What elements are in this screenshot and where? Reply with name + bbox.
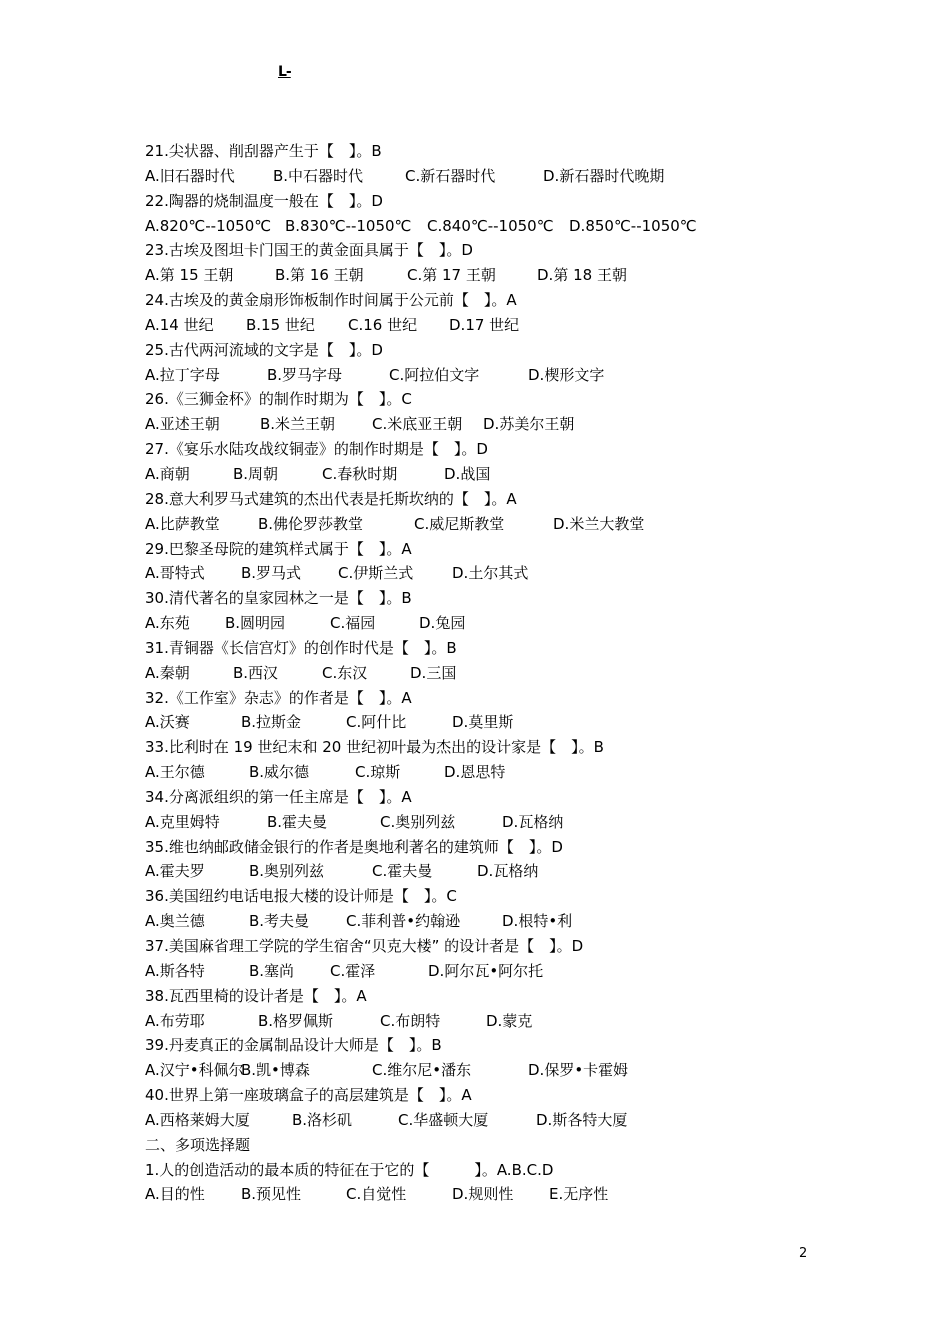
- option-d: D.规则性: [452, 1185, 514, 1204]
- option-a: A.东苑: [145, 614, 190, 633]
- question-stem: 30.清代著名的皇家园林之一是【 】。B: [145, 589, 412, 608]
- option-d: D.17 世纪: [449, 315, 520, 334]
- option-c: C.阿什比: [346, 713, 407, 732]
- question-stem: 25.古代两河流域的文字是【 】。D: [145, 340, 383, 359]
- option-b: B.周朝: [233, 464, 279, 483]
- option-d: D.新石器时代晚期: [543, 166, 665, 185]
- option-d: D.楔形文字: [528, 365, 605, 384]
- option-c: C.春秋时期: [322, 464, 398, 483]
- options-row: [145, 959, 865, 984]
- options-row: [145, 760, 865, 785]
- option-d: D.蒙克: [486, 1011, 533, 1030]
- options-row: [145, 661, 865, 686]
- question-stem: 36.美国纽约电话电报大楼的设计师是【 】。C: [145, 887, 457, 906]
- option-d: D.瓦格纳: [477, 862, 539, 881]
- page-number: 2: [799, 1246, 808, 1261]
- option-b: B.凯•博森: [241, 1061, 310, 1080]
- option-c: C.布朗特: [380, 1011, 441, 1030]
- option-c: C.琼斯: [355, 763, 401, 782]
- options-row: [145, 164, 865, 189]
- option-d: D.阿尔瓦•阿尔托: [428, 961, 544, 980]
- option-a: A.哥特式: [145, 564, 205, 583]
- option-a: A.目的性: [145, 1185, 205, 1204]
- question-stem: 33.比利时在 19 世纪末和 20 世纪初叶最为杰出的设计家是【 】。B: [145, 738, 604, 757]
- question-stem: 26.《三狮金杯》的制作时期为【 】。C: [145, 390, 412, 409]
- options-row: [145, 214, 865, 239]
- option-b: B.15 世纪: [246, 315, 315, 334]
- options-row: [145, 810, 865, 835]
- option-c: C.840℃--1050℃: [427, 216, 554, 235]
- options-row: [145, 1058, 865, 1083]
- question-stem: 37.美国麻省理工学院的学生宿舍“贝克大楼” 的设计者是【 】。D: [145, 937, 584, 955]
- option-b: B.奥别列兹: [249, 862, 325, 881]
- option-d: D.根特•利: [502, 912, 573, 931]
- option-b: B.预见性: [241, 1185, 302, 1204]
- option-c: C.东汉: [322, 663, 368, 682]
- option-d: D.土尔其式: [452, 564, 529, 583]
- question-stem: 40.世界上第一座玻璃盒子的高层建筑是【 】。A: [145, 1086, 472, 1105]
- question-stem: 22.陶器的烧制温度一般在【 】。D: [145, 191, 383, 210]
- options-row: [145, 263, 865, 288]
- option-b: B.西汉: [233, 663, 279, 682]
- option-a: A.820℃--1050℃: [145, 216, 272, 235]
- option-d: D.第 18 王朝: [537, 266, 627, 285]
- option-b: B.拉斯金: [241, 713, 302, 732]
- question-stem: 34.分离派组织的第一任主席是【 】。A: [145, 787, 412, 806]
- option-a: A.亚述王朝: [145, 415, 220, 434]
- question-stem: 1.人的创造活动的最本质的特征在于它的【 】。A.B.C.D: [145, 1160, 554, 1179]
- option-b: B.格罗佩斯: [258, 1011, 334, 1030]
- options-row: [145, 412, 865, 437]
- option-d: D.三国: [410, 663, 457, 682]
- option-a: A.第 15 王朝: [145, 266, 234, 285]
- option-c: C.菲利普•约翰逊: [346, 912, 461, 931]
- option-a: A.奥兰德: [145, 912, 205, 931]
- option-a: A.克里姆特: [145, 812, 220, 831]
- option-d: D.苏美尔王朝: [483, 415, 575, 434]
- option-a: A.旧石器时代: [145, 166, 235, 185]
- options-row: [145, 859, 865, 884]
- option-b: B.威尔德: [249, 763, 310, 782]
- option-a: A.汉宁•科佩尔: [145, 1061, 244, 1080]
- options-row: [145, 1108, 865, 1133]
- option-b: B.第 16 王朝: [275, 266, 364, 285]
- question-stem: 27.《宴乐水陆攻战纹铜壶》的制作时期是【 】。D: [145, 440, 488, 459]
- question-stem: 39.丹麦真正的金属制品设计大师是【 】。B: [145, 1036, 442, 1055]
- option-d: D.保罗•卡霍姆: [528, 1061, 629, 1080]
- option-d: D.米兰大教堂: [553, 514, 645, 533]
- option-b: B.中石器时代: [273, 166, 364, 185]
- question-stem: 28.意大利罗马式建筑的杰出代表是托斯坎纳的【 】。A: [145, 489, 517, 508]
- options-row: [145, 363, 865, 388]
- option-b: B.罗马式: [241, 564, 302, 583]
- options-row: [145, 710, 865, 735]
- option-b: B.830℃--1050℃: [285, 216, 412, 235]
- option-a: A.秦朝: [145, 663, 190, 682]
- options-row: [145, 561, 865, 586]
- option-a: A.西格莱姆大厦: [145, 1110, 250, 1129]
- options-row: [145, 313, 865, 338]
- option-c: C.霍泽: [330, 961, 376, 980]
- option-d: D.斯各特大厦: [536, 1110, 628, 1129]
- section-heading: 二、多项选择题: [145, 1135, 251, 1154]
- option-b: B.塞尚: [249, 961, 295, 980]
- options-row: [145, 611, 865, 636]
- option-c: C.米底亚王朝: [372, 415, 463, 434]
- option-d: D.恩思特: [444, 763, 506, 782]
- option-a: A.沃赛: [145, 713, 190, 732]
- question-stem: 35.维也纳邮政储金银行的作者是奥地利著名的建筑师【 】。D: [145, 837, 563, 856]
- option-c: C.第 17 王朝: [407, 266, 496, 285]
- option-a: A.斯各特: [145, 961, 205, 980]
- options-row: [145, 1009, 865, 1034]
- option-d: D.瓦格纳: [502, 812, 564, 831]
- option-a: A.14 世纪: [145, 315, 214, 334]
- options-row: [145, 512, 865, 537]
- question-stem: 24.古埃及的黄金扇形饰板制作时间属于公元前【 】。A: [145, 291, 517, 310]
- option-b: B.米兰王朝: [260, 415, 336, 434]
- option-b: B.考夫曼: [249, 912, 310, 931]
- option-c: C.福园: [330, 614, 376, 633]
- option-d: D.莫里斯: [452, 713, 514, 732]
- option-b: B.罗马字母: [267, 365, 343, 384]
- option-a: A.布劳耶: [145, 1011, 205, 1030]
- option-c: C.维尔尼•潘东: [372, 1061, 472, 1080]
- option-d: D.兔园: [419, 614, 466, 633]
- option-a: A.王尔德: [145, 763, 205, 782]
- option-b: B.霍夫曼: [267, 812, 328, 831]
- option-a: A.霍夫罗: [145, 862, 205, 881]
- option-a: A.拉丁字母: [145, 365, 220, 384]
- question-stem: 29.巴黎圣母院的建筑样式属于【 】。A: [145, 539, 412, 558]
- option-c: C.奥别列兹: [380, 812, 456, 831]
- option-c: C.威尼斯教堂: [414, 514, 505, 533]
- question-stem: 38.瓦西里椅的设计者是【 】。A: [145, 986, 367, 1005]
- question-stem: 23.古埃及图坦卡门国王的黄金面具属于【 】。D: [145, 241, 473, 260]
- option-a: A.比萨教堂: [145, 514, 220, 533]
- option-a: A.商朝: [145, 464, 190, 483]
- option-c: C.伊斯兰式: [338, 564, 414, 583]
- option-c: C.新石器时代: [405, 166, 496, 185]
- option-d: D.850℃--1050℃: [569, 216, 697, 235]
- option-c: C.自觉性: [346, 1185, 407, 1204]
- option-e: E.无序性: [549, 1185, 609, 1204]
- question-list: [145, 139, 865, 1207]
- question-stem: 21.尖状器、削刮器产生于【 】。B: [145, 142, 382, 160]
- option-b: B.佛伦罗莎教堂: [258, 514, 364, 533]
- options-row: [145, 462, 865, 487]
- option-c: C.华盛顿大厦: [398, 1110, 489, 1129]
- header-mark: L-: [278, 64, 291, 80]
- question-stem: 32.《工作室》杂志》的作者是【 】。A: [145, 688, 412, 707]
- question-stem: 31.青铜器《长信宫灯》的创作时代是【 】。B: [145, 638, 457, 657]
- option-b: B.圆明园: [225, 614, 286, 633]
- option-c: C.16 世纪: [348, 315, 418, 334]
- option-d: D.战国: [444, 464, 491, 483]
- option-b: B.洛杉矶: [292, 1110, 353, 1129]
- option-c: C.霍夫曼: [372, 862, 433, 881]
- options-row: [145, 909, 865, 934]
- options-row: [145, 1182, 865, 1207]
- option-c: C.阿拉伯文字: [389, 365, 480, 384]
